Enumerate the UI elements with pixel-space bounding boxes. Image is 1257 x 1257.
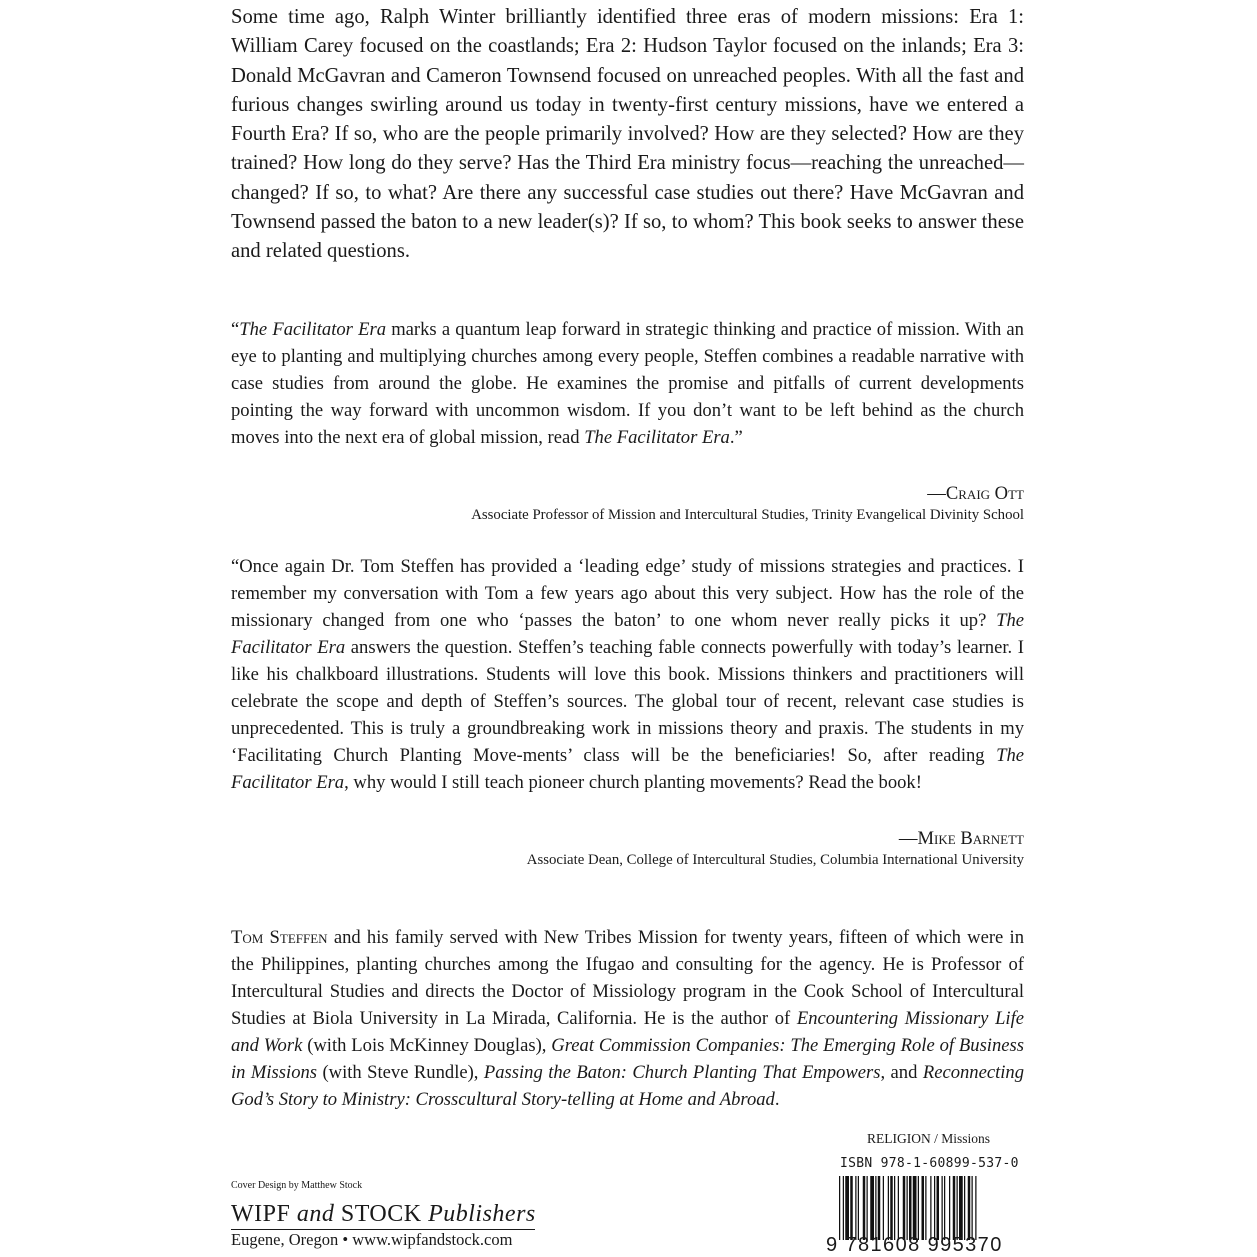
barcode-bar (875, 1176, 876, 1240)
dash: — (927, 483, 946, 504)
barcode-digits: 9 781608 995370 (826, 1234, 1003, 1256)
barcode-bar (930, 1176, 931, 1240)
quote-text: “Once again Dr. Tom Steffen has provided a ‘leading edge’ study of missions strategies and practices. I remember my conversation with Tom a few years ago about this very subject. How has the role of the missionary changed from one who ‘passes the baton’ to one whom never really picks it up? (231, 556, 1024, 631)
endorsement-quote (231, 553, 1024, 796)
quote-text: marks a quantum leap forward in strategic thinking and practice of mission. With an eye to planting and multiplying churches among every people, Steffen combines a readable narrative with case studies from around the globe. He examines the promise and pitfalls of current developments pointing the way forward with uncommon wisdom. If you don’t want to be left behind as the church moves into the next era of global mission, read (231, 319, 1024, 448)
endorser-name (899, 828, 1024, 850)
endorser-name (927, 483, 1024, 505)
book-title: Great Commission Companies: The Emerging Role of Business in Missions (231, 1035, 1024, 1083)
barcode-bar (878, 1176, 881, 1240)
cover-credit: Cover Design by Matthew Stock (231, 1180, 363, 1191)
book-title: The Facilitator Era (231, 610, 1024, 658)
barcode-icon (838, 1176, 1024, 1240)
barcode-bar (964, 1176, 965, 1240)
barcode-bar (898, 1176, 899, 1240)
quote-text: answers the question. Steffen’s teaching fable connects powerfully with today’s learner. I like his chalkboard illustrations. Students will love this book. Missions thinkers and practitioners will celebrate the scope and depth of Steffen’s sources. The global tour of recent, relevant case studies is unprecedented. This is truly a groundbreaking work in missions theory and praxis. The students in my ‘Facilitating Church Planting Move-ments’ class will be the beneficiaries! So, after reading (231, 637, 1024, 766)
barcode-bar (855, 1176, 856, 1240)
barcode-bar (975, 1176, 976, 1240)
bio-text: and his family served with New Tribes Mission for twenty years, fifteen of which were in the Philippines, planting churches among the Ifugao and consulting for the agency. He is Professor of Intercultural Studies and directs the Doctor of Missiology program in the Cook School of Intercultural Studies at Biola University in La Mirada, California. He is the author of (231, 927, 1025, 1029)
barcode-bar (944, 1176, 945, 1240)
book-title: Reconnecting God’s Story to Ministry: Crosscultural Story-telling at Home and Abroad (231, 1062, 1025, 1110)
quote-close: .” (729, 427, 743, 448)
endorser-affiliation: Associate Dean, College of Intercultural Studies, Columbia International University (526, 852, 1024, 868)
quote-open: “ (231, 319, 240, 340)
barcode-bar (949, 1176, 950, 1240)
barcode-bar (839, 1176, 840, 1240)
barcode-bar (894, 1176, 895, 1240)
barcode-bar (890, 1176, 893, 1240)
barcode-bar (883, 1176, 884, 1240)
endorsement-quote (231, 316, 1024, 451)
bio-text: (with Lois McKinney Douglas), (302, 1035, 552, 1056)
publisher-name-part: WIPF (231, 1201, 297, 1227)
barcode-bar (845, 1176, 849, 1240)
book-title: The Facilitator Era (584, 427, 730, 448)
barcode-bar (957, 1176, 958, 1240)
publisher-name-part: and (296, 1201, 335, 1227)
book-title: The Facilitator Era (231, 745, 1024, 793)
author-name: Tom Steffen (231, 927, 328, 948)
barcode-bar (937, 1176, 940, 1240)
barcode-bar (972, 1176, 973, 1240)
publisher-name-part: Publishers (428, 1201, 536, 1227)
barcode-bar (918, 1176, 919, 1240)
barcode-bar (934, 1176, 935, 1240)
quote-text: , why would I still teach pioneer church planting movements? Read the book! (344, 772, 922, 793)
author-bio (231, 924, 1024, 1113)
isbn-label: ISBN 978-1-60899-537-0 (840, 1156, 1019, 1171)
dash: — (898, 828, 918, 849)
barcode-bar (953, 1176, 956, 1240)
endorser-affiliation: Associate Professor of Mission and Intercultural Studies, Trinity Evangelical Divinity School (471, 507, 1024, 523)
endorser-name-text: Craig Ott (945, 483, 1024, 504)
barcode-bar (867, 1176, 868, 1240)
barcode-bar (863, 1176, 866, 1240)
bio-text: . (774, 1089, 780, 1110)
barcode-bar (870, 1176, 874, 1240)
barcode-bar (909, 1176, 912, 1240)
barcode-bar (942, 1176, 943, 1240)
barcode-bar (959, 1176, 963, 1240)
barcode-bar (968, 1176, 971, 1240)
book-title: Encountering Missionary Life and Work (231, 1008, 1025, 1056)
barcode-bar (850, 1176, 853, 1240)
barcode-bar (925, 1176, 926, 1240)
barcode-bar (843, 1176, 844, 1240)
barcode-bar (858, 1176, 859, 1240)
endorser-name-text: Mike Barnett (917, 828, 1024, 849)
bio-text: , and (880, 1062, 923, 1083)
barcode-bar (903, 1176, 906, 1240)
barcode-bar (907, 1176, 908, 1240)
publisher-logo (231, 1200, 536, 1228)
publisher-location: Eugene, Oregon • www.wipfandstock.com (231, 1230, 513, 1249)
category-label: RELIGION / Missions (867, 1131, 991, 1146)
book-title: The Facilitator Era (239, 319, 386, 340)
book-description: Some time ago, Ralph Winter brilliantly identified three eras of modern missions: Era 1: William Carey focused on the coastlands; Era 2: Hudson Taylor focused on the inlands; Era 3: Donald McGavran and Cameron Townsend focused on unreached peoples. With all the fast and furious changes swirling around us today in twenty-first century missions, have we entered a Fourth Era? If so, who are the people primarily involved? How are they selected? How are they trained? How long do they serve? Has the Third Era ministry focus—reaching the unreached—changed? If so, to what? Are there any successful case studies out there? Have McGavran and Townsend passed the baton to a new leader(s)? If so, to whom? This book seeks to answer these and related questions. (231, 6, 1024, 263)
bio-text: (with Steve Rundle), (317, 1062, 484, 1083)
publisher-name-part: STOCK (334, 1201, 429, 1227)
barcode-bar (888, 1176, 889, 1240)
barcode-bar (922, 1176, 925, 1240)
barcode-bar (913, 1176, 917, 1240)
book-title: Passing the Baton: Church Planting That Empowers (483, 1062, 881, 1083)
